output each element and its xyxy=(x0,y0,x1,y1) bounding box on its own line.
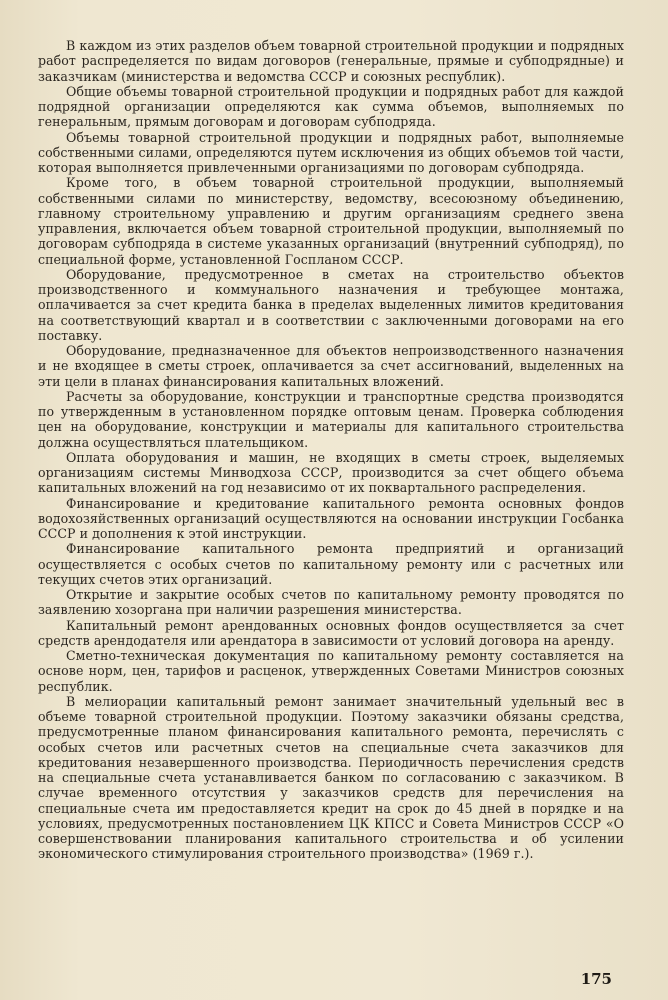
paragraph: Финансирование капитального ремонта предприятий и организаций осуществляется с особых счетов по капитальному ремонту или с расчетных или текущих счетов этих организаций. xyxy=(38,541,624,587)
body-text xyxy=(38,38,624,862)
paragraph: Оплата оборудования и машин, не входящих в сметы строек, выделяемых организациям системы Минводхоза СССР, производится за счет общего объема капитальных вложений на год независимо от их поквартального распределения. xyxy=(38,449,624,496)
paragraph: Объемы товарной строительной продукции и подрядных работ, выполняемые собственными силами, определяются путем исключения из общих объемов той части, которая выполняется привлеченными организациями по договорам субподряда. xyxy=(38,129,624,175)
paragraph: Общие объемы товарной строительной продукции и подрядных работ для каждой подрядной организации определяются как сумма объемов, выполняемых по генеральным, прямым договорам и договорам субподряда. xyxy=(38,83,624,130)
paragraph: Финансирование и кредитование капитального ремонта основных фондов водохозяйственных организаций осуществляются на основании инструкции Госбанка СССР и дополнения к этой инструкции. xyxy=(38,495,624,541)
paragraph: Оборудование, предусмотренное в сметах на строительство объектов производственного и коммунального назначения и требующее монтажа, оплачивается за счет кредита банка в пределах выделенных лимитов кредитования на соответствующий квартал и в соответствии с заключенными договорами на его поставку. xyxy=(38,266,624,343)
paragraph: Открытие и закрытие особых счетов по капитальному ремонту проводятся по заявлению хозоргана при наличии разрешения министерства. xyxy=(38,587,624,618)
paragraph: Сметно-техническая документация по капитальному ремонту составляется на основе норм, цен, тарифов и расценок, утвержденных Советами Министров союзных республик. xyxy=(38,648,624,694)
paragraph: В каждом из этих разделов объем товарной строительной продукции и подрядных работ распределяется по видам договоров (генеральные, прямые и субподрядные) и заказчикам (министерства и ведомства СССР и союзных республик). xyxy=(38,38,624,84)
paragraph: Оборудование, предназначенное для объектов непроизводственного назначения и не входящее в сметы строек, оплачивается за счет ассигнований, выделенных на эти цели в планах финансирования капитальных вложений. xyxy=(38,343,624,389)
paragraph: Капитальный ремонт арендованных основных фондов осуществляется за счет средств арендодателя или арендатора в зависимости от условий договора на аренду. xyxy=(38,617,624,648)
paragraph: Кроме того, в объем товарной строительной продукции, выполняемый собственными силами по министерству, ведомству, всесоюзному объединению, главному строительному управлению и другим организациям среднего звена управления, включается объем товарной строительной продукции, выполняемый по договорам субподряда в системе указанных организаций (внутренний субподряд), по специальной форме, установленной Госпланом СССР. xyxy=(38,175,624,267)
paragraph: Расчеты за оборудование, конструкции и транспортные средства производятся по утвержденным в установленном порядке оптовым ценам. Проверка соблюдения цен на оборудование, конструкции и материалы для капитального строительства должна осуществляться плательщиком. xyxy=(38,388,624,450)
page-number: 175 xyxy=(580,970,612,988)
paragraph: В мелиорации капитальный ремонт занимает значительный удельный вес в объеме товарной строительной продукции. Поэтому заказчики обязаны средства, предусмотренные планом финансирования капитального ремонта, перечислять с особых счетов или расчетных счетов на специальные счета заказчиков для кредитования незавершенного производства. Периодичность перечисления средств на специальные счета устанавливается банком по согласованию с заказчиком. В случае временного отсутствия у заказчиков средств для перечисления на специальные счета им предоставляется кредит на срок до 45 дней в порядке и на условиях, предусмотренных постановлением ЦК КПСС и Совета Министров СССР «О совершенствовании планирования капитального строительства и об усилении экономического стимулирования строительного производства» (1969 г.). xyxy=(38,693,624,862)
